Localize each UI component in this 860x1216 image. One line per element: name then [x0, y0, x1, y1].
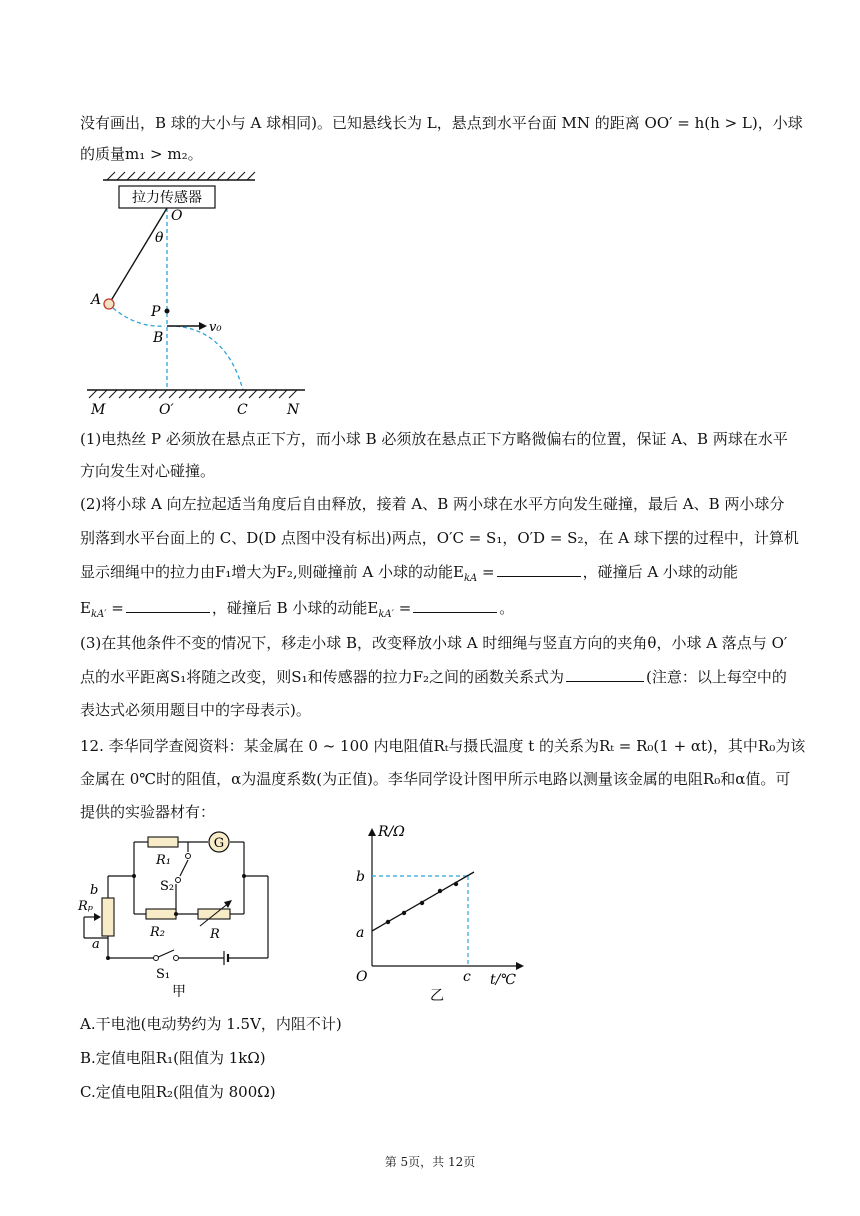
label-p: P: [151, 304, 161, 320]
label-v0: v₀: [209, 320, 222, 335]
sensor-label: 拉力传感器: [132, 190, 202, 206]
label-y-axis: R/Ω: [378, 824, 405, 840]
label-m: M: [91, 402, 106, 418]
q12-line-3: 提供的实验器材有：: [80, 803, 216, 821]
page-footer: 第 5页，共 12页: [384, 1155, 476, 1169]
q3-line-2b: (注意：以上每空中的: [646, 668, 787, 686]
q2-eq1: =: [477, 563, 495, 581]
option-b: B.定值电阻R₁(阻值为 1kΩ): [80, 1049, 266, 1067]
q2-line-4: [80, 597, 514, 620]
answer-blank-ekb[interactable]: [413, 598, 497, 613]
label-x-axis: t/℃: [490, 972, 517, 988]
answer-blank-eka[interactable]: [497, 562, 581, 577]
q1-line-1: (1)电热丝 P 必须放在悬点正下方，而小球 B 必须放在悬点正下方略微偏右的位置，保证 A、B 两球在水平: [80, 430, 788, 448]
q2-line-2: 别落到水平台面上的 C、D(D 点图中没有标出)两点，O′C = S₁，O′D = S₂，在 A 球下摆的过程中，计算机: [80, 529, 799, 547]
q3-line-2a: 点的水平距离S₁将随之改变，则S₁和传感器的拉力F₂之间的函数关系式为: [80, 668, 565, 686]
label-a-axis: a: [356, 925, 365, 941]
rheostat-rp: [102, 898, 114, 936]
q12-line-2: 金属在 0℃时的阻值，α为温度系数(为正值)。李华同学设计图甲所示电路以测量该金属的电阻R₀和α值。可: [80, 770, 791, 788]
label-b: B: [153, 330, 164, 346]
answer-blank-eka-prime[interactable]: [126, 598, 210, 613]
option-a: A.干电池(电动势约为 1.5V，内阻不计): [80, 1015, 342, 1033]
q2-line-3c: ，碰撞后 A 小球的动能: [582, 563, 738, 581]
q3-line-2: [80, 666, 787, 687]
ball-a: [104, 299, 114, 309]
q2-line-3: [80, 561, 738, 584]
q2-line-1: (2)将小球 A 向左拉起适当角度后自由释放，接着 A、B 两小球在水平方向发生碰撞，最后 A、B 两小球分: [80, 495, 785, 513]
intro-line-1: 没有画出，B 球的大小与 A 球相同)。已知悬线长为 L，悬点到水平台面 MN 的距离 OO′ = h(h > L)，小球: [80, 114, 803, 132]
label-c-axis: c: [463, 969, 471, 985]
label-rp: Rₚ: [78, 899, 93, 914]
label-theta: θ: [155, 230, 164, 246]
option-c: C.定值电阻R₂(阻值为 800Ω): [80, 1083, 276, 1101]
q2-line-4e: 。: [499, 599, 515, 617]
label-n: N: [287, 402, 300, 418]
pendulum-figure: [85, 168, 325, 418]
label-o: O: [171, 208, 183, 224]
q3-line-3: 表达式必须用题目中的字母表示)。: [80, 701, 311, 719]
label-a-node: a: [92, 937, 100, 952]
label-origin: O: [356, 969, 368, 985]
label-a: A: [91, 292, 102, 308]
q2-eq2: =: [106, 599, 124, 617]
rt-graph: [350, 818, 530, 1008]
label-r1: R₁: [156, 853, 171, 868]
label-s2: S₂: [160, 879, 175, 894]
q2-eq3: =: [393, 599, 412, 617]
q12-line-1: 12. 李华同学查阅资料：某金属在 0 ~ 100 内电阻值Rₜ与摄氏温度 t 的关系为Rₜ = R₀(1 + αt)，其中R₀为该: [80, 737, 806, 755]
q2-sub-kb: kA′: [378, 609, 394, 620]
resistor-r: [198, 909, 230, 919]
q2-line-4a: E: [80, 599, 91, 617]
q2-sub-ka-prime: kA′: [90, 609, 107, 620]
label-g: G: [213, 836, 225, 851]
circuit-figure: [76, 828, 286, 1003]
q3-line-1: (3)在其他条件不变的情况下，移走小球 B，改变释放小球 A 时细绳与竖直方向的夹角θ，小球 A 落点与 O′: [80, 634, 788, 652]
label-b-node: b: [90, 883, 99, 898]
intro-line-2: 的质量m₁ > m₂。: [80, 145, 203, 163]
resistor-r2: [146, 909, 176, 919]
q2-line-3a: 显示细绳中的拉力由F₁增大为F₂,则碰撞前 A 小球的动能E: [80, 563, 464, 581]
label-o-prime: O′: [159, 402, 174, 418]
resistor-r1: [148, 837, 178, 847]
caption-yi: 乙: [430, 988, 444, 1004]
answer-blank-s1-f2[interactable]: [566, 667, 644, 682]
q1-line-2: 方向发生对心碰撞。: [80, 462, 216, 480]
label-r2: R₂: [150, 925, 165, 940]
q2-line-4c: ，碰撞后 B 小球的动能E: [211, 599, 379, 617]
label-r: R: [210, 927, 220, 942]
label-s1: S₁: [156, 967, 171, 982]
label-c: C: [237, 402, 248, 418]
q2-sub-ka: kA: [463, 573, 478, 584]
label-b-axis: b: [356, 869, 365, 885]
point-p: [165, 309, 170, 314]
caption-jia: 甲: [172, 984, 186, 1000]
